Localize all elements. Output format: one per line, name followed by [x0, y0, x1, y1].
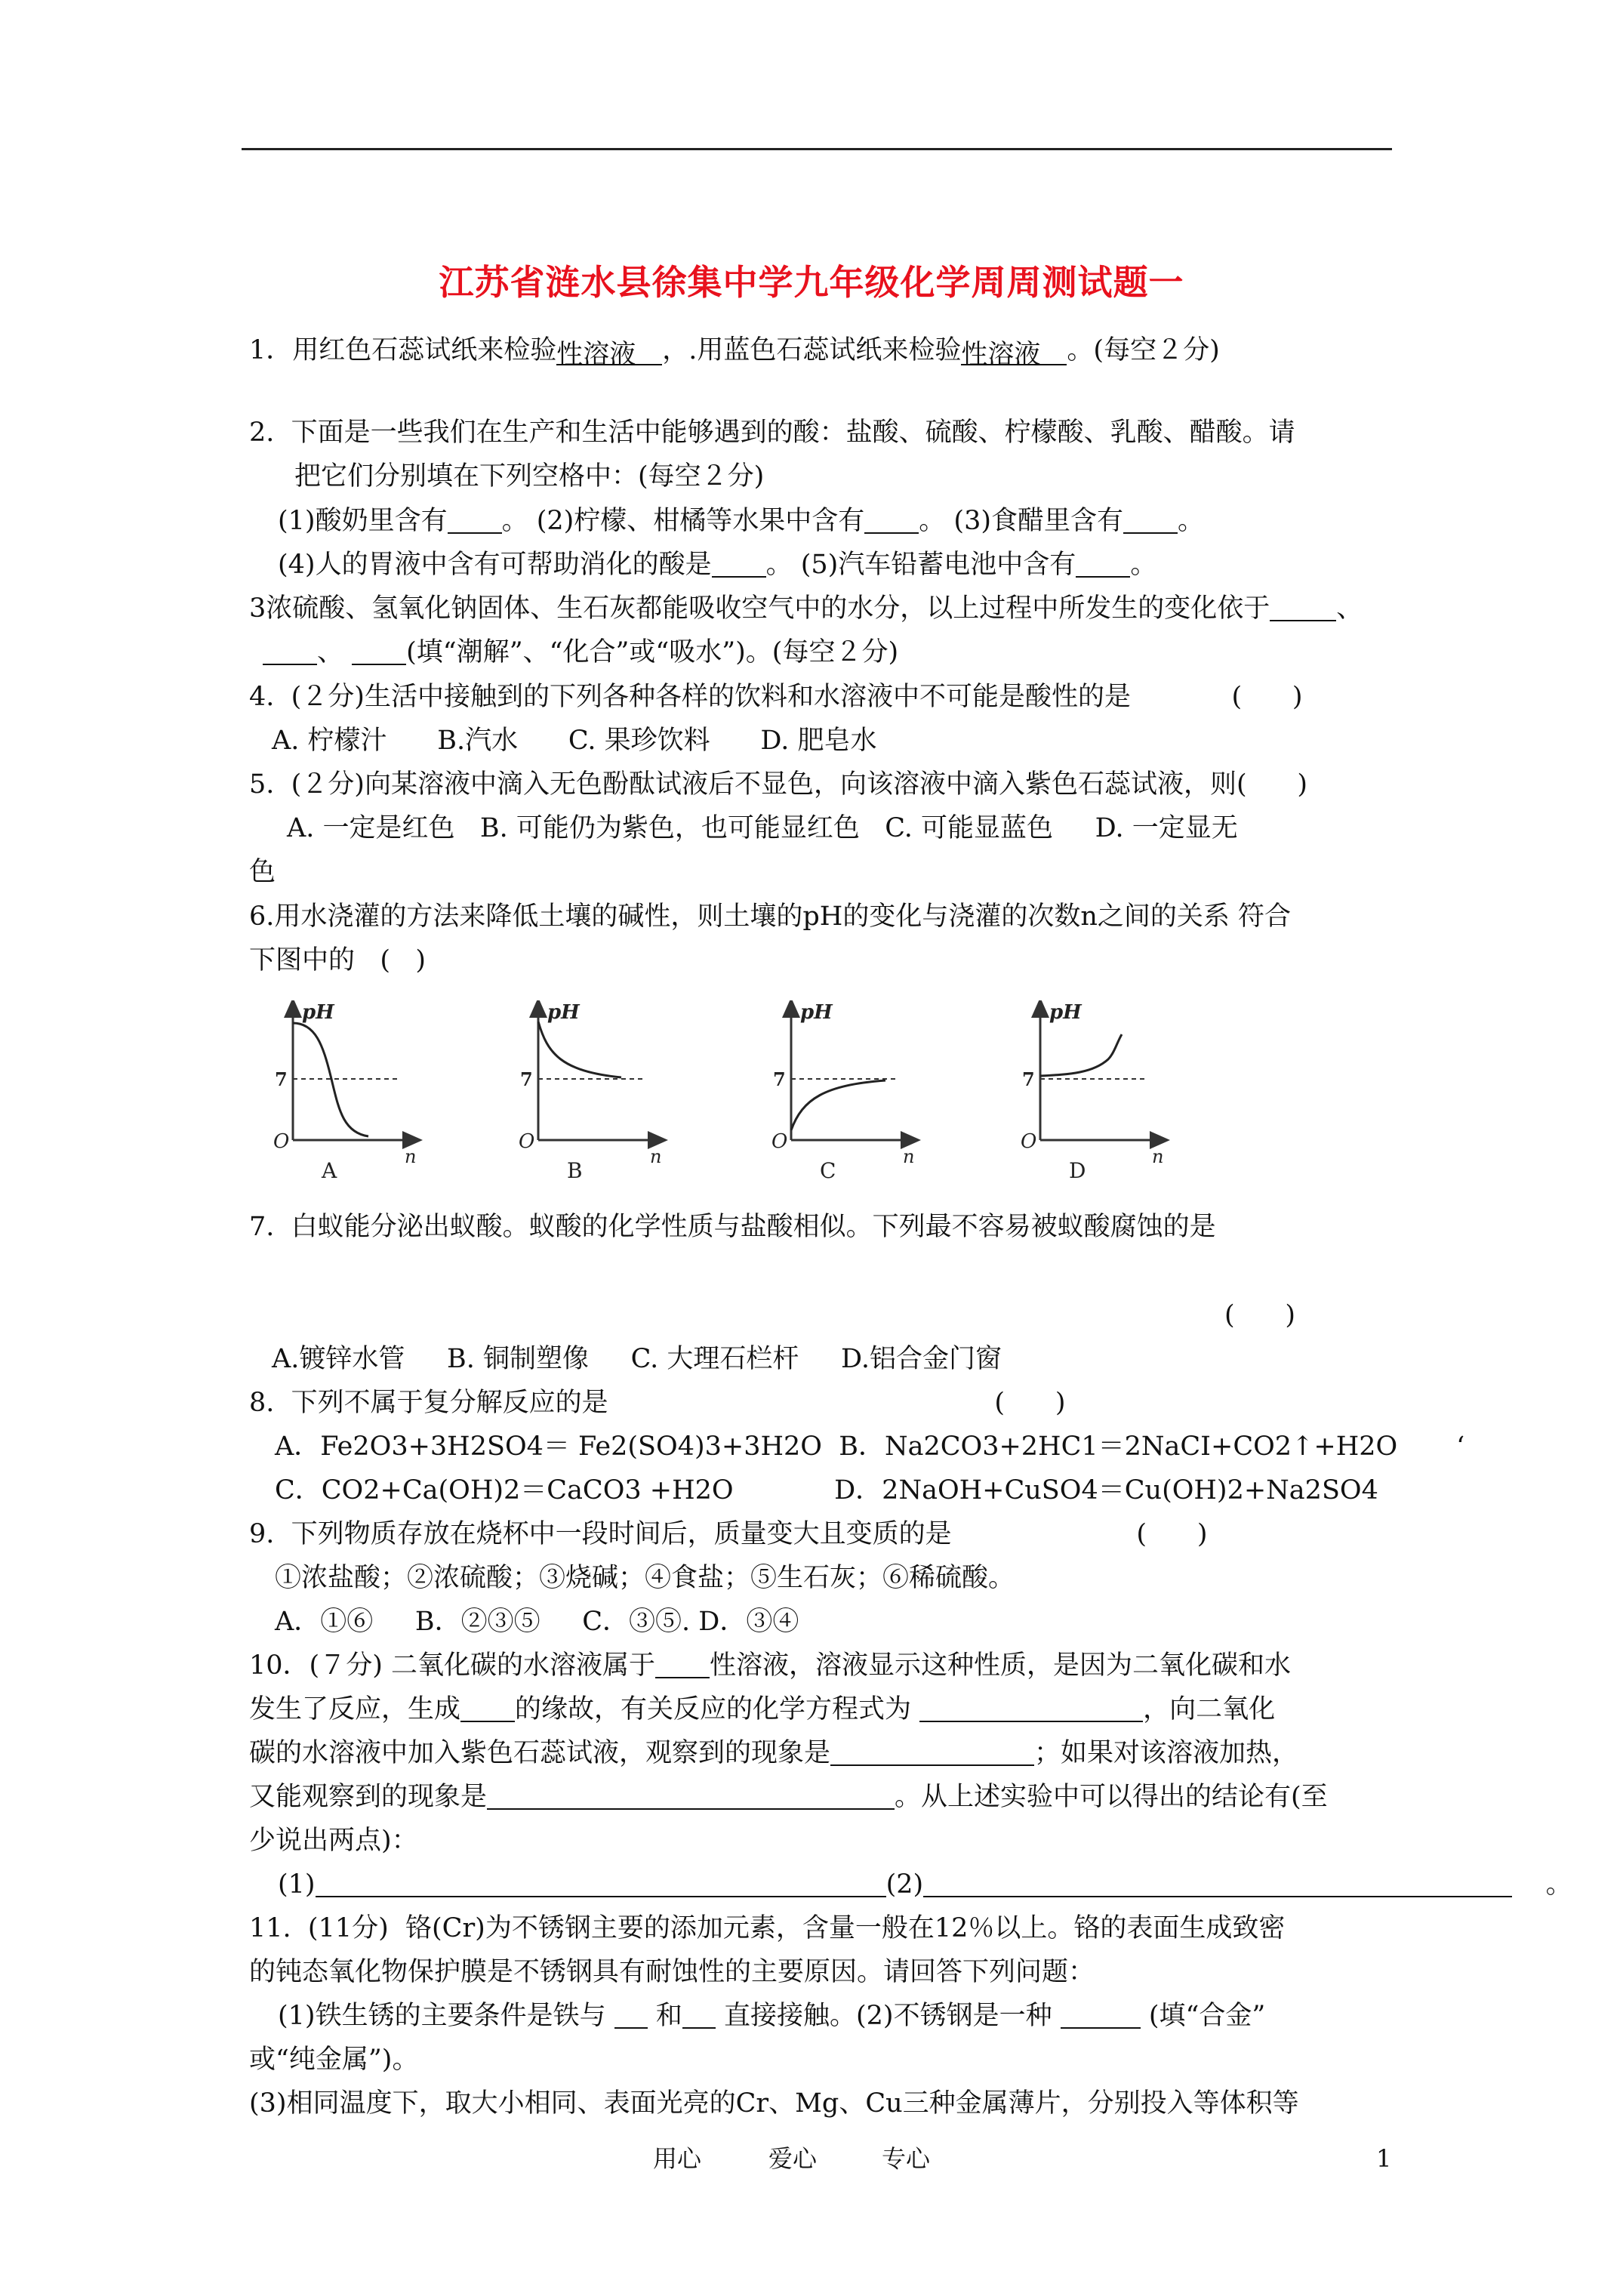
- question-text: 直接接触。(2)不锈钢是一种: [715, 2001, 1061, 2031]
- question-line-q10d: [249, 1776, 1328, 1818]
- question-text: (填“潮解”、“化合”或“吸水”)。(每空２分): [406, 637, 899, 667]
- answer-blank: [682, 1997, 716, 2029]
- answer-blank: [1270, 590, 1336, 621]
- question-line-q9: [249, 1513, 1207, 1555]
- question-line-q10b: [249, 1688, 1275, 1730]
- question-text: A. 柠檬汁 B.汽水 C. 果珍饮料 D. 肥皂水: [272, 726, 877, 756]
- answer-blank: [923, 1866, 1512, 1897]
- origin-label: O: [771, 1130, 788, 1153]
- footer-motto-1: 用心: [653, 2144, 702, 2173]
- question-line-q10c: [249, 1732, 1298, 1774]
- answer-blank: [1076, 546, 1130, 578]
- question-line-q5o: [287, 807, 1238, 849]
- question-text: 。 (5)汽车铅蓄电池中含有: [765, 550, 1076, 580]
- answer-blank: 性溶液: [556, 334, 662, 365]
- ref-value-label: 7: [1022, 1068, 1035, 1090]
- question-text: ，向二氧化: [1143, 1694, 1276, 1724]
- origin-label: O: [519, 1130, 535, 1153]
- question-text: 色: [249, 857, 276, 887]
- question-text: 发生了反应，生成: [249, 1694, 461, 1724]
- question-line-q5o2: [249, 851, 276, 893]
- question-line-q7o: [272, 1338, 1002, 1380]
- origin-label: O: [273, 1130, 290, 1153]
- question-line-q3a: [249, 587, 1363, 630]
- question-text: A. 一定是红色 B. 可能仍为紫色，也可能显红色 C. 可能显蓝色 D. 一定显无: [287, 813, 1238, 843]
- y-axis-label: pH: [1049, 1001, 1082, 1024]
- y-axis-label: pH: [302, 1001, 334, 1024]
- question-text: (1)铁生锈的主要条件是铁与: [278, 2001, 614, 2031]
- question-text: 。(每空２分): [1067, 335, 1220, 365]
- question-line-q2c: [278, 500, 1204, 542]
- question-line-q5: [249, 763, 1307, 806]
- answer-blank: [460, 1690, 515, 1722]
- answer-blank: [864, 502, 919, 534]
- x-axis-label: n: [1152, 1146, 1164, 1167]
- question-text: 。: [1178, 506, 1205, 536]
- question-text: (填“合金”: [1140, 2001, 1266, 2031]
- question-text: 6.用水浇灌的方法来降低土壤的碱性，则土壤的pH的变化与浇灌的次数n之间的关系 符合: [249, 901, 1291, 932]
- question-text: 3浓硫酸、氢氧化钠固体、生石灰都能吸收空气中的水分，以上过程中所发生的变化依于: [249, 593, 1270, 624]
- question-text: 1．用红色石蕊试纸来检验: [249, 335, 557, 365]
- x-axis-label: n: [650, 1146, 662, 1167]
- question-text: (1): [278, 1869, 316, 1900]
- answer-blank: [919, 1690, 1143, 1722]
- question-line-q4: [249, 676, 1303, 718]
- ref-value-label: 7: [275, 1068, 288, 1090]
- question-line-q2b: [294, 455, 764, 498]
- question-text: 、: [317, 637, 353, 667]
- panel-label-C: C: [820, 1158, 836, 1183]
- question-line-q6a: [249, 895, 1291, 938]
- page-number: 1: [1376, 2144, 1392, 2173]
- answer-blank: [487, 1778, 895, 1810]
- answer-blank: [614, 1997, 648, 2029]
- footer-motto-3: 专心: [882, 2144, 931, 2173]
- question-text: ；如果对该溶液加热，: [1034, 1738, 1299, 1768]
- question-line-q7p: [1224, 1294, 1295, 1336]
- question-line-q9a: [275, 1557, 1015, 1599]
- footer-motto-2: 爱心: [768, 2144, 818, 2173]
- question-text: 7. 白蚁能分泌出蚁酸。蚁酸的化学性质与盐酸相似。下列最不容易被蚁酸腐蚀的是: [249, 1212, 1216, 1242]
- panel-label-B: B: [567, 1158, 583, 1183]
- question-text: 10．(７分) 二氧化碳的水溶液属于: [249, 1650, 655, 1681]
- question-line-q11c: [278, 1995, 1265, 2037]
- answer-blank: [448, 502, 502, 534]
- question-text: 。: [1130, 550, 1157, 580]
- question-text: 性溶液，溶液显示这种性质，是因为二氧化碳和水: [709, 1650, 1291, 1681]
- question-text: 又能观察到的现象是: [249, 1782, 488, 1812]
- question-text: 把它们分别填在下列空格中：(每空２分): [294, 461, 765, 492]
- question-text: A．Fe2O3+3H2SO4＝ Fe2(SO4)3+3H2O B．Na2CO3+2HC1＝2NaCI+CO2↑+H2O ‘: [275, 1432, 1465, 1462]
- question-text: ，.用蓝色石蕊试纸来检验: [662, 335, 962, 365]
- y-axis-label: pH: [547, 1001, 580, 1024]
- question-line-q11d: [249, 2039, 418, 2081]
- question-text: 下图中的 ( ): [249, 945, 427, 975]
- question-text: 8. 下列不属于复分解反应的是 ( ): [249, 1388, 1066, 1418]
- question-line-q8o2: [275, 1469, 1378, 1512]
- ref-value-label: 7: [773, 1068, 786, 1090]
- question-text: 的钝态氧化物保护膜是不锈钢具有耐蚀性的主要原因。请回答下列问题：: [249, 1957, 1095, 1987]
- question-text: 5. (２分)向某溶液中滴入无色酚酞试液后不显色，向该溶液中滴入紫色石蕊试液，则( ): [249, 769, 1308, 800]
- answer-blank: [263, 633, 317, 665]
- question-text: 11. (11分) 铬(Cr)为不锈钢主要的添加元素，含量一般在12％以上。铬的表面生成致密: [249, 1913, 1286, 1943]
- question-line-q1: [249, 329, 1220, 371]
- page-title: 江苏省涟水县徐集中学九年级化学周周测试题一: [439, 262, 1184, 303]
- question-text: (3)相同温度下，取大小相同、表面光亮的Cr、Mg、Cu三种金属薄片，分别投入等体积等: [249, 2088, 1299, 2119]
- question-line-q10f: [278, 1863, 1572, 1906]
- question-text: 碳的水溶液中加入紫色石蕊试液，观察到的现象是: [249, 1738, 831, 1768]
- answer-blank: [655, 1647, 710, 1678]
- question-line-q10e: [249, 1820, 418, 1862]
- question-line-q2a: [249, 411, 1295, 454]
- question-text: 。从上述实验中可以得出的结论有(至: [895, 1782, 1328, 1812]
- ph-curve-B: [538, 1022, 621, 1077]
- question-text: 4. (２分)生活中接触到的下列各种各样的饮料和水溶液中不可能是酸性的是 ( ): [249, 682, 1303, 712]
- question-text: (2): [885, 1869, 924, 1900]
- question-text: 的缘故，有关反应的化学方程式为: [515, 1694, 920, 1724]
- x-axis-label: n: [405, 1146, 417, 1167]
- question-text: 和: [647, 2001, 682, 2031]
- ph-charts-figure: [263, 1000, 1191, 1193]
- question-line-q11b: [249, 1951, 1095, 1993]
- header-rule: [242, 148, 1392, 150]
- ph-curve-D: [1040, 1034, 1122, 1076]
- question-line-q2d: [278, 544, 1156, 586]
- question-line-q7: [249, 1206, 1216, 1248]
- question-text: ①浓盐酸；②浓硫酸；③烧碱；④食盐；⑤生石灰；⑥稀硫酸。: [275, 1563, 1015, 1593]
- question-line-q10a: [249, 1644, 1291, 1687]
- question-text: (1)酸奶里含有: [278, 506, 448, 536]
- question-text: 、: [1336, 593, 1363, 624]
- question-line-q6b: [249, 939, 426, 982]
- question-text: 或“纯金属”)。: [249, 2045, 419, 2075]
- question-text: A.镀锌水管 B. 铜制塑像 C. 大理石栏杆 D.铝合金门窗: [272, 1344, 1002, 1374]
- question-line-q11a: [249, 1907, 1285, 1949]
- answer-blank: [712, 546, 766, 578]
- question-line-q8: [249, 1382, 1065, 1424]
- answer-blank: 性溶液: [961, 334, 1067, 365]
- question-text: (4)人的胃液中含有可帮助消化的酸是: [278, 550, 712, 580]
- ref-value-label: 7: [520, 1068, 533, 1090]
- y-axis-label: pH: [800, 1001, 833, 1024]
- answer-blank: [1061, 1997, 1141, 2029]
- question-text: C．CO2+Ca(OH)2＝CaCO3 +H2O D．2NaOH+CuSO4＝Cu(OH)2+Na2SO4: [275, 1475, 1378, 1505]
- question-text: A．①⑥ B．②③⑤ C．③⑤. D．③④: [275, 1607, 799, 1637]
- ph-curve-C: [791, 1080, 885, 1130]
- answer-blank: [352, 633, 406, 665]
- answer-blank: [1123, 502, 1178, 534]
- question-text: 。 (3)食醋里含有: [919, 506, 1124, 536]
- answer-blank: [316, 1866, 886, 1897]
- question-text: ( ): [1224, 1300, 1296, 1330]
- question-line-q4o: [272, 720, 876, 762]
- question-text: 少说出两点)：: [249, 1826, 418, 1856]
- question-text: 9. 下列物质存放在烧杯中一段时间后，质量变大且变质的是 ( ): [249, 1519, 1208, 1549]
- question-line-q9o: [275, 1601, 799, 1643]
- question-line-q3b: [263, 631, 898, 673]
- origin-label: O: [1021, 1130, 1037, 1153]
- question-line-q11e: [249, 2082, 1299, 2125]
- x-axis-label: n: [903, 1146, 915, 1167]
- panel-label-D: D: [1069, 1158, 1086, 1183]
- question-text: 。: [1512, 1869, 1572, 1900]
- panel-label-A: A: [322, 1158, 337, 1183]
- question-text: 。 (2)柠檬、柑橘等水果中含有: [501, 506, 865, 536]
- answer-blank: [830, 1734, 1034, 1766]
- question-text: 2. 下面是一些我们在生产和生活中能够遇到的酸：盐酸、硫酸、柠檬酸、乳酸、醋酸。请: [249, 418, 1295, 448]
- question-line-q8o1: [275, 1425, 1464, 1468]
